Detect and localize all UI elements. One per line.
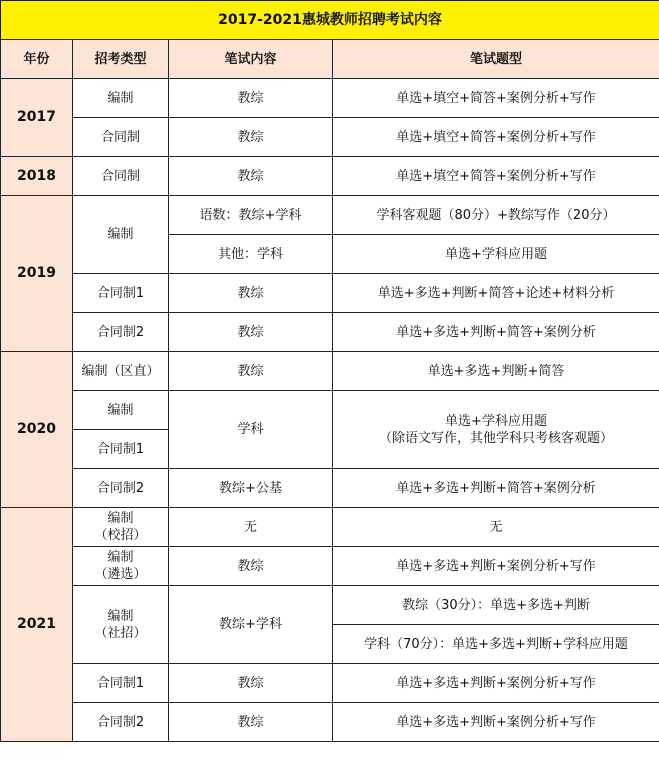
content-cell: 语数：教综+学科 [169,196,333,235]
format-cell: 单选+多选+判断+案例分析+写作 [333,664,659,703]
type-line: 编制 [107,608,134,624]
year-cell: 2017 [1,79,73,157]
table-row [1,79,659,118]
table-row [1,547,659,586]
content-cell: 教综 [169,274,333,313]
type-cell [73,508,169,547]
table-title-row [1,1,659,40]
format-cell [333,391,659,469]
type-cell [73,547,169,586]
format-cell: 单选+填空+简答+案例分析+写作 [333,79,659,118]
table-row [1,352,659,391]
format-cell: 单选+多选+判断+简答 [333,352,659,391]
format-cell: 无 [333,508,659,547]
type-note: （校招） [94,528,147,543]
year-cell: 2020 [1,352,73,508]
type-cell: 编制 [73,196,169,274]
table-row [1,157,659,196]
content-cell: 教综 [169,157,333,196]
content-cell: 教综 [169,547,333,586]
table-title: 2017-2021惠城教师招聘考试内容 [1,1,659,40]
type-cell: 合同制1 [73,664,169,703]
format-cell: 教综（30分）：单选+多选+判断 [333,586,659,625]
type-line: 编制 [107,511,134,526]
content-cell: 教综 [169,664,333,703]
format-cell: 单选+多选+判断+简答+论述+材料分析 [333,274,659,313]
header-year: 年份 [1,40,73,79]
table-row [1,664,659,703]
format-cell: 单选+填空+简答+案例分析+写作 [333,118,659,157]
content-cell: 教综+学科 [169,586,333,664]
header-format: 笔试题型 [333,40,659,79]
header-row [1,40,659,79]
type-cell: 合同制1 [73,274,169,313]
content-cell: 其他：学科 [169,235,333,274]
type-cell [73,586,169,664]
table-row [1,508,659,547]
format-cell: 学科（70分）：单选+多选+判断+学科应用题 [333,625,659,664]
content-cell: 教综 [169,79,333,118]
type-cell: 编制 [73,79,169,118]
table-row [1,469,659,508]
type-cell: 合同制1 [73,430,169,469]
content-cell: 教综 [169,118,333,157]
year-cell: 2019 [1,196,73,352]
type-cell: 合同制 [73,157,169,196]
table-row [1,391,659,430]
format-cell: 单选+多选+判断+简答+案例分析 [333,313,659,352]
content-cell: 学科 [169,391,333,469]
format-cell: 单选+多选+判断+案例分析+写作 [333,547,659,586]
type-note: （遴选） [94,567,147,582]
content-cell: 教综+公基 [169,469,333,508]
format-cell: 单选+多选+判断+案例分析+写作 [333,703,659,742]
table-row [1,703,659,742]
content-cell: 无 [169,508,333,547]
year-cell: 2018 [1,157,73,196]
header-type: 招考类型 [73,40,169,79]
table-row [1,196,659,235]
type-cell: 合同制2 [73,703,169,742]
format-cell: 单选+学科应用题 [333,235,659,274]
format-cell: 学科客观题（80分）+教综写作（20分） [333,196,659,235]
type-cell: 合同制2 [73,313,169,352]
header-content: 笔试内容 [169,40,333,79]
table-row [1,274,659,313]
content-cell: 教综 [169,352,333,391]
format-line: 单选+学科应用题 [445,413,547,429]
type-cell: 合同制2 [73,469,169,508]
type-cell: 合同制 [73,118,169,157]
format-note: （除语文写作，其他学科只考核客观题） [378,430,613,446]
table-row [1,313,659,352]
content-cell: 教综 [169,313,333,352]
table-row [1,586,659,625]
content-cell: 教综 [169,703,333,742]
format-cell: 单选+多选+判断+简答+案例分析 [333,469,659,508]
type-note: （社招） [94,625,147,641]
year-cell: 2021 [1,508,73,742]
format-cell: 单选+填空+简答+案例分析+写作 [333,157,659,196]
type-cell: 编制（区直） [73,352,169,391]
type-cell: 编制 [73,391,169,430]
table-row [1,118,659,157]
type-line: 编制 [107,550,134,565]
